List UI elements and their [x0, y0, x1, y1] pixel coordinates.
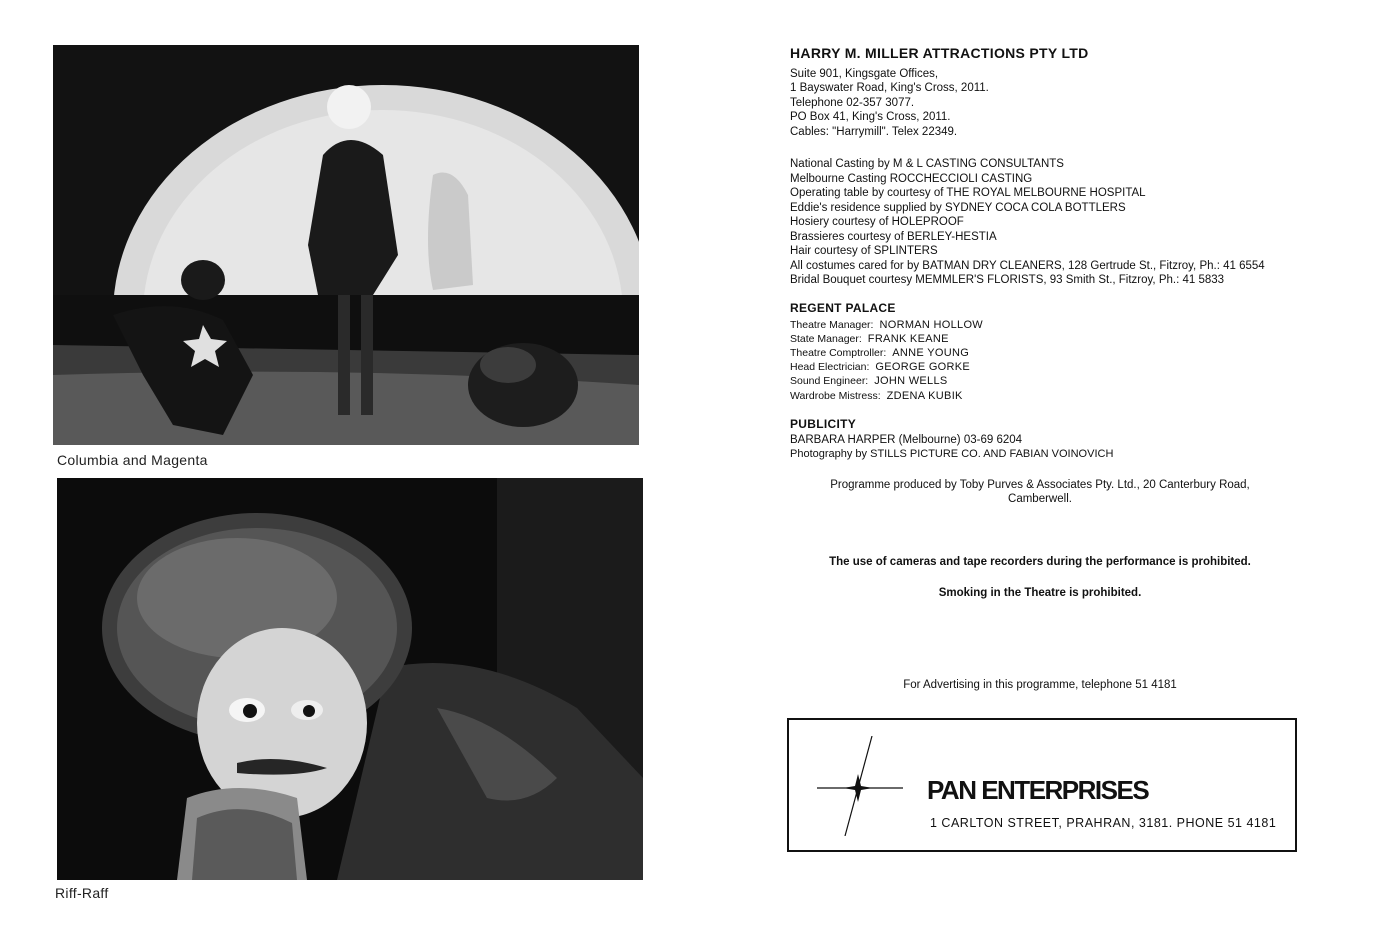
credit-line: Eddie's residence supplied by SYDNEY COCA COLA BOTTLERS	[790, 201, 1126, 214]
credit-line: Brassieres courtesy of BERLEY-HESTIA	[790, 230, 997, 243]
staff-name: ZDENA KUBIK	[886, 389, 963, 402]
star-logo-icon	[817, 736, 903, 836]
produced-by-block	[790, 479, 1290, 506]
credits-block	[790, 157, 1265, 288]
company-address-line: 1 Bayswater Road, King's Cross, 2011.	[790, 82, 989, 94]
regent-palace-block	[790, 301, 983, 403]
pan-enterprises-address: 1 CARLTON STREET, PRAHRAN, 3181. PHONE 51 4181	[930, 816, 1277, 830]
staff-role: Theatre Manager:	[790, 318, 874, 331]
photo-caption-top: Columbia and Magenta	[57, 452, 208, 468]
photo-caption-bottom: Riff-Raff	[55, 885, 109, 901]
produced-by-line: Camberwell.	[1008, 492, 1072, 505]
photo-columbia-magenta	[53, 45, 639, 445]
company-address-line: Telephone 02-357 3077.	[790, 96, 915, 109]
staff-role: Wardrobe Mistress:	[790, 389, 881, 402]
credit-line: Melbourne Casting ROCCHECCIOLI CASTING	[790, 172, 1033, 185]
portrait-photo-illustration	[57, 478, 643, 880]
credit-line: All costumes cared for by BATMAN DRY CLEANERS, 128 Gertrude St., Fitzroy, Ph.: 41 6554	[790, 259, 1265, 272]
pan-enterprises-ad	[787, 718, 1297, 852]
company-name: HARRY M. MILLER ATTRACTIONS PTY LTD	[790, 45, 1089, 61]
credit-line: Hair courtesy of SPLINTERS	[790, 245, 938, 257]
company-address-line: PO Box 41, King's Cross, 2011.	[790, 111, 951, 123]
staff-role: Theatre Comptroller:	[790, 346, 887, 359]
staff-row	[790, 360, 983, 374]
staff-row	[790, 389, 983, 403]
regent-palace-heading: REGENT PALACE	[790, 301, 896, 315]
staff-row	[790, 332, 983, 346]
publicity-heading: PUBLICITY	[790, 417, 857, 431]
staff-row	[790, 346, 983, 360]
smoking-notice: Smoking in the Theatre is prohibited.	[938, 587, 1142, 599]
credit-line: Bridal Bouquet courtesy MEMMLER'S FLORISTS, 93 Smith St., Fitzroy, Ph.: 41 5833	[790, 274, 1225, 286]
staff-name: JOHN WELLS	[874, 375, 948, 388]
company-block	[790, 46, 1089, 139]
staff-name: GEORGE GORKE	[875, 361, 971, 374]
publicity-line: BARBARA HARPER (Melbourne) 03-69 6204	[790, 433, 1023, 446]
staff-name: FRANK KEANE	[867, 332, 949, 345]
company-address-line: Suite 901, Kingsgate Offices,	[790, 67, 939, 80]
credit-line: Hosiery courtesy of HOLEPROOF	[790, 216, 964, 228]
camera-notice: The use of cameras and tape recorders during the performance is prohibited.	[829, 556, 1251, 568]
produced-by-line: Programme produced by Toby Purves & Associates Pty. Ltd., 20 Canterbury Road,	[830, 479, 1250, 491]
advertising-note: For Advertising in this programme, telephone 51 4181	[903, 679, 1177, 691]
publicity-block	[790, 417, 1113, 462]
publicity-line: Photography by STILLS PICTURE CO. AND FABIAN VOINOVICH	[790, 448, 1114, 460]
staff-name: ANNE YOUNG	[892, 346, 970, 359]
staff-role: State Manager:	[790, 332, 862, 345]
credit-line: National Casting by M & L CASTING CONSULTANTS	[790, 158, 1064, 170]
staff-row	[790, 374, 983, 388]
staff-name: NORMAN HOLLOW	[879, 318, 983, 331]
stage-photo-illustration	[53, 45, 639, 445]
photo-riff-raff	[57, 478, 643, 880]
staff-role: Sound Engineer:	[790, 375, 869, 388]
pan-enterprises-name: PAN ENTERPRISES	[927, 775, 1149, 805]
staff-role: Head Electrician:	[790, 361, 870, 374]
company-address-line: Cables: "Harrymill". Telex 22349.	[790, 125, 958, 138]
staff-row	[790, 318, 983, 332]
credit-line: Operating table by courtesy of THE ROYAL MELBOURNE HOSPITAL	[790, 187, 1146, 199]
